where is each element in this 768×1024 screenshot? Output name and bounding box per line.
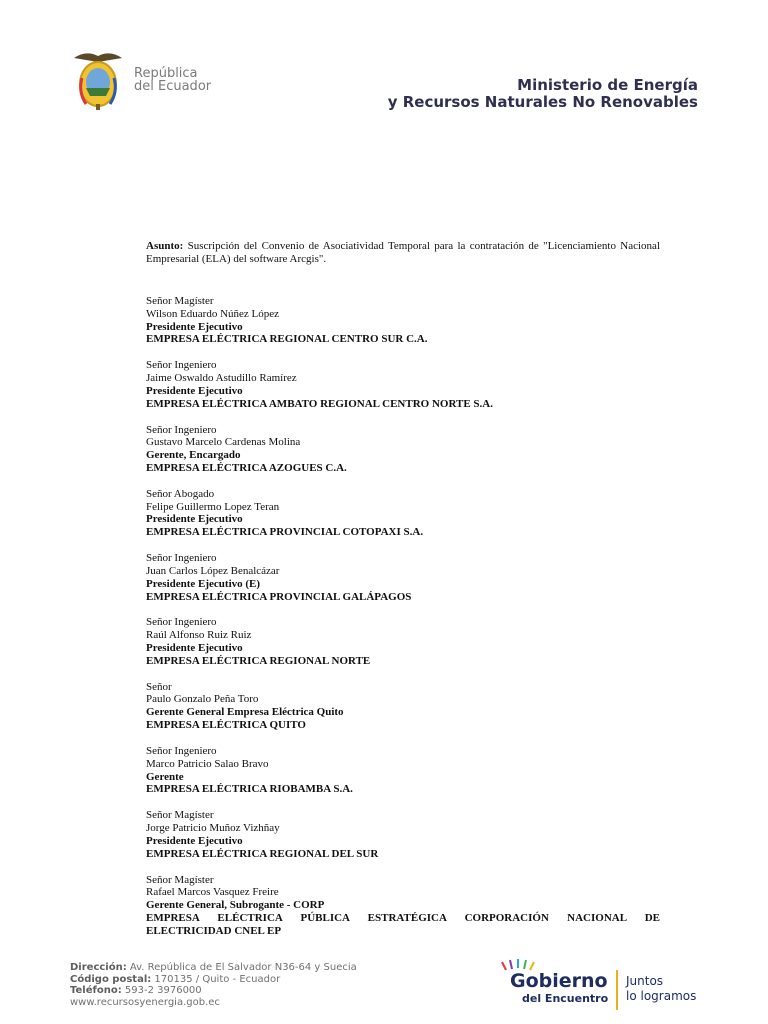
recipient-salutation: Señor Magíster xyxy=(146,295,214,307)
recipient-company: EMPRESA ELÉCTRICA QUITO xyxy=(146,719,306,732)
logo-divider xyxy=(616,970,618,1010)
recipient-title: Presidente Ejecutivo xyxy=(146,384,243,397)
recipient-name: Wilson Eduardo Núñez López xyxy=(146,307,280,320)
recipient-block xyxy=(146,552,660,603)
recipient-title: Gerente General, Subrogante - CORP xyxy=(146,899,325,912)
recipient-name: Jaime Oswaldo Astudillo Ramírez xyxy=(146,372,297,385)
recipient-company: EMPRESA ELÉCTRICA PROVINCIAL COTOPAXI S.A. xyxy=(146,526,424,539)
recipient-company: EMPRESA ELÉCTRICA PROVINCIAL GALÁPAGOS xyxy=(146,590,412,603)
recipient-title: Presidente Ejecutivo xyxy=(146,513,243,526)
gobierno-logo xyxy=(488,956,708,1012)
recipient-company: EMPRESA ELÉCTRICA REGIONAL NORTE xyxy=(146,654,371,667)
ministry-line1: Ministerio de Energía xyxy=(517,76,698,94)
recipient-company-line2: ELECTRICIDAD CNEL EP xyxy=(146,924,282,937)
juntos-slogan xyxy=(626,974,696,1004)
recipient-block xyxy=(146,424,660,475)
subject-text: Suscripción del Convenio de Asociatividad Temporal para la contratación de "Licenciamiento Nacional Empresarial (ELA) del software Arcgis". xyxy=(146,240,660,265)
recipient-name: Gustavo Marcelo Cardenas Molina xyxy=(146,436,301,449)
recipient-salutation: Señor Ingeniero xyxy=(146,359,217,372)
recipient-company: EMPRESA ELÉCTRICA AZOGUES C.A. xyxy=(146,461,347,474)
recipient-block xyxy=(146,616,660,667)
postal-label: Código postal: xyxy=(70,973,152,985)
footer-phone xyxy=(70,985,357,997)
recipient-name: Jorge Patricio Muñoz Vizhñay xyxy=(146,822,280,835)
recipient-salutation: Señor Magíster xyxy=(146,809,214,822)
recipient-title: Gerente General Empresa Eléctrica Quito xyxy=(146,706,344,719)
gobierno-wordmark: Gobierno xyxy=(510,970,608,992)
address-label: Dirección: xyxy=(70,962,127,973)
footer-address xyxy=(70,962,357,974)
address-value: Av. República de El Salvador N36-64 y Suecia xyxy=(126,962,357,973)
recipient-salutation: Señor Abogado xyxy=(146,487,215,500)
recipient-name: Marco Patricio Salao Bravo xyxy=(146,757,269,770)
recipient-title: Presidente Ejecutivo xyxy=(146,320,243,333)
footer-web: www.recursosyenergia.gob.ec xyxy=(70,996,220,1008)
recipient-salutation: Señor Ingeniero xyxy=(146,616,217,629)
ministry-name xyxy=(388,77,698,111)
recipient-block xyxy=(146,874,660,938)
subject-paragraph xyxy=(146,240,660,266)
recipient-name: Raúl Alfonso Ruiz Ruiz xyxy=(146,629,252,642)
recipient-company: EMPRESA ELÉCTRICA PÚBLICA ESTRATÉGICA CORPORACIÓN NACIONAL DE xyxy=(146,911,660,924)
juntos-line1: Juntos xyxy=(626,974,664,988)
recipient-title: Gerente xyxy=(146,770,184,783)
phone-value: 593-2 3976000 xyxy=(121,985,202,996)
recipient-block xyxy=(146,745,660,796)
ministry-line2: y Recursos Naturales No Renovables xyxy=(387,93,698,111)
recipient-name: Rafael Marcos Vasquez Freire xyxy=(146,886,279,899)
recipient-block xyxy=(146,295,660,346)
recipient-block xyxy=(146,359,660,410)
recipient-title: Presidente Ejecutivo (E) xyxy=(146,577,261,590)
footer-postal xyxy=(70,974,357,986)
recipient-salutation: Señor Magíster xyxy=(146,873,214,886)
recipient-block xyxy=(146,809,660,860)
recipient-company: EMPRESA ELÉCTRICA REGIONAL CENTRO SUR C.A. xyxy=(146,333,428,346)
republic-line1: República xyxy=(134,66,198,81)
recipient-block xyxy=(146,488,660,539)
recipients-list xyxy=(146,295,660,951)
recipient-name: Juan Carlos López Benalcázar xyxy=(146,564,280,577)
recipient-salutation: Señor Ingeniero xyxy=(146,744,217,757)
juntos-line2: lo logramos xyxy=(626,989,697,1003)
coat-of-arms-icon xyxy=(70,48,126,112)
recipient-company: EMPRESA ELÉCTRICA AMBATO REGIONAL CENTRO NORTE S.A. xyxy=(146,397,493,410)
recipient-name: Paulo Gonzalo Peña Toro xyxy=(146,693,259,706)
phone-label: Teléfono: xyxy=(70,985,122,996)
postal-value: 170135 / Quito - Ecuador xyxy=(151,973,281,985)
recipient-title: Gerente, Encargado xyxy=(146,449,241,462)
recipient-name: Felipe Guillermo Lopez Teran xyxy=(146,500,280,513)
recipient-company: EMPRESA ELÉCTRICA REGIONAL DEL SUR xyxy=(146,847,379,860)
encuentro-wordmark: del Encuentro xyxy=(522,992,609,1005)
subject-label: Asunto: xyxy=(146,240,184,252)
recipient-salutation: Señor xyxy=(146,680,172,693)
recipient-title: Presidente Ejecutivo xyxy=(146,834,243,847)
recipient-salutation: Señor Ingeniero xyxy=(146,423,217,436)
recipient-company: EMPRESA ELÉCTRICA RIOBAMBA S.A. xyxy=(146,783,353,796)
republic-logo xyxy=(70,48,211,112)
recipient-title: Presidente Ejecutivo xyxy=(146,642,243,654)
recipient-salutation: Señor Ingeniero xyxy=(146,552,217,565)
recipient-block xyxy=(146,681,660,732)
republic-wordmark xyxy=(134,67,211,93)
footer-contact xyxy=(70,962,357,1008)
republic-line2: del Ecuador xyxy=(134,79,212,94)
